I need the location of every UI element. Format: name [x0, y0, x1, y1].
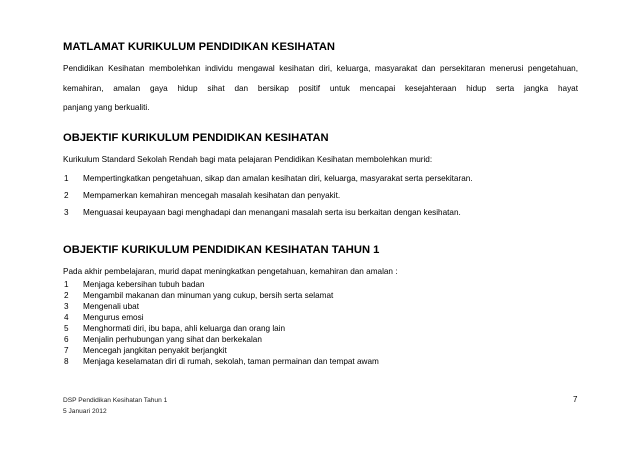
footer-document-name: DSP Pendidikan Kesihatan Tahun 1	[63, 397, 168, 404]
paragraph-line: panjang yang berkualiti.	[63, 103, 150, 112]
paragraph-line: Pendidikan Kesihatan membolehkan individu mengawal kesihatan diri, keluarga, masyarakat dan persekitaran menerusi	[63, 64, 524, 73]
matlamat-paragraph	[63, 59, 578, 118]
item-text: Menguasai keupayaan bagi menghadapi dan menangani masalah serta isu berkaitan dengan kesihatan.	[83, 208, 461, 217]
list-item	[63, 357, 379, 366]
item-text: Menjalin perhubungan yang sihat dan berkekalan	[83, 335, 262, 344]
item-text: Mengambil makanan dan minuman yang cukup, bersih serta selamat	[83, 291, 334, 300]
item-number: 4	[64, 313, 69, 322]
tahun-1-intro: Pada akhir pembelajaran, murid dapat meningkatkan pengetahuan, kemahiran dan amalan :	[63, 267, 398, 276]
list-item	[63, 291, 333, 300]
item-number: 1	[64, 174, 69, 183]
item-text: Mencegah jangkitan penyakit berjangkit	[83, 346, 227, 355]
item-text: Mengurus emosi	[83, 313, 144, 322]
footer-date: 5 Januari 2012	[63, 408, 107, 415]
list-item	[63, 335, 262, 344]
list-item	[63, 302, 139, 311]
item-text: Mengenali ubat	[83, 302, 139, 311]
item-number: 3	[64, 302, 69, 311]
list-item	[63, 346, 227, 355]
item-number: 1	[64, 280, 69, 289]
list-item	[63, 174, 473, 183]
section-title-objektif-tahun-1: OBJEKTIF KURIKULUM PENDIDIKAN KESIHATAN TAHUN 1	[63, 244, 380, 256]
item-number: 2	[64, 291, 69, 300]
item-text: Menjaga kebersihan tubuh badan	[83, 280, 205, 289]
objektif-intro: Kurikulum Standard Sekolah Rendah bagi mata pelajaran Pendidikan Kesihatan membolehkan murid:	[63, 155, 433, 164]
item-text: Menghormati diri, ibu bapa, ahli keluarga dan orang lain	[83, 324, 286, 333]
item-number: 2	[64, 191, 69, 200]
item-number: 7	[64, 346, 69, 355]
paragraph-line: pengetahuan, kemahiran, amalan gaya hidup sihat dan bersikap positif untuk mencapai kesejahteraan hidup serta jangka hayat	[63, 64, 579, 93]
item-text: Mempertingkatkan pengetahuan, sikap dan amalan kesihatan diri, keluarga, masyarakat serta persekitaran.	[83, 174, 473, 183]
item-text: Mempamerkan kemahiran mencegah masalah kesihatan dan penyakit.	[83, 191, 341, 200]
list-item	[63, 280, 205, 289]
list-item	[63, 191, 340, 200]
item-number: 6	[64, 335, 69, 344]
list-item	[63, 208, 461, 217]
section-title-matlamat: MATLAMAT KURIKULUM PENDIDIKAN KESIHATAN	[63, 41, 335, 53]
item-number: 8	[64, 357, 69, 366]
page-number: 7	[573, 395, 578, 404]
item-number: 5	[64, 324, 69, 333]
list-item	[63, 324, 285, 333]
list-item	[63, 313, 144, 322]
item-number: 3	[64, 208, 69, 217]
item-text: Menjaga keselamatan diri di rumah, sekolah, taman permainan dan tempat awam	[83, 357, 379, 366]
section-title-objektif: OBJEKTIF KURIKULUM PENDIDIKAN KESIHATAN	[63, 132, 329, 144]
